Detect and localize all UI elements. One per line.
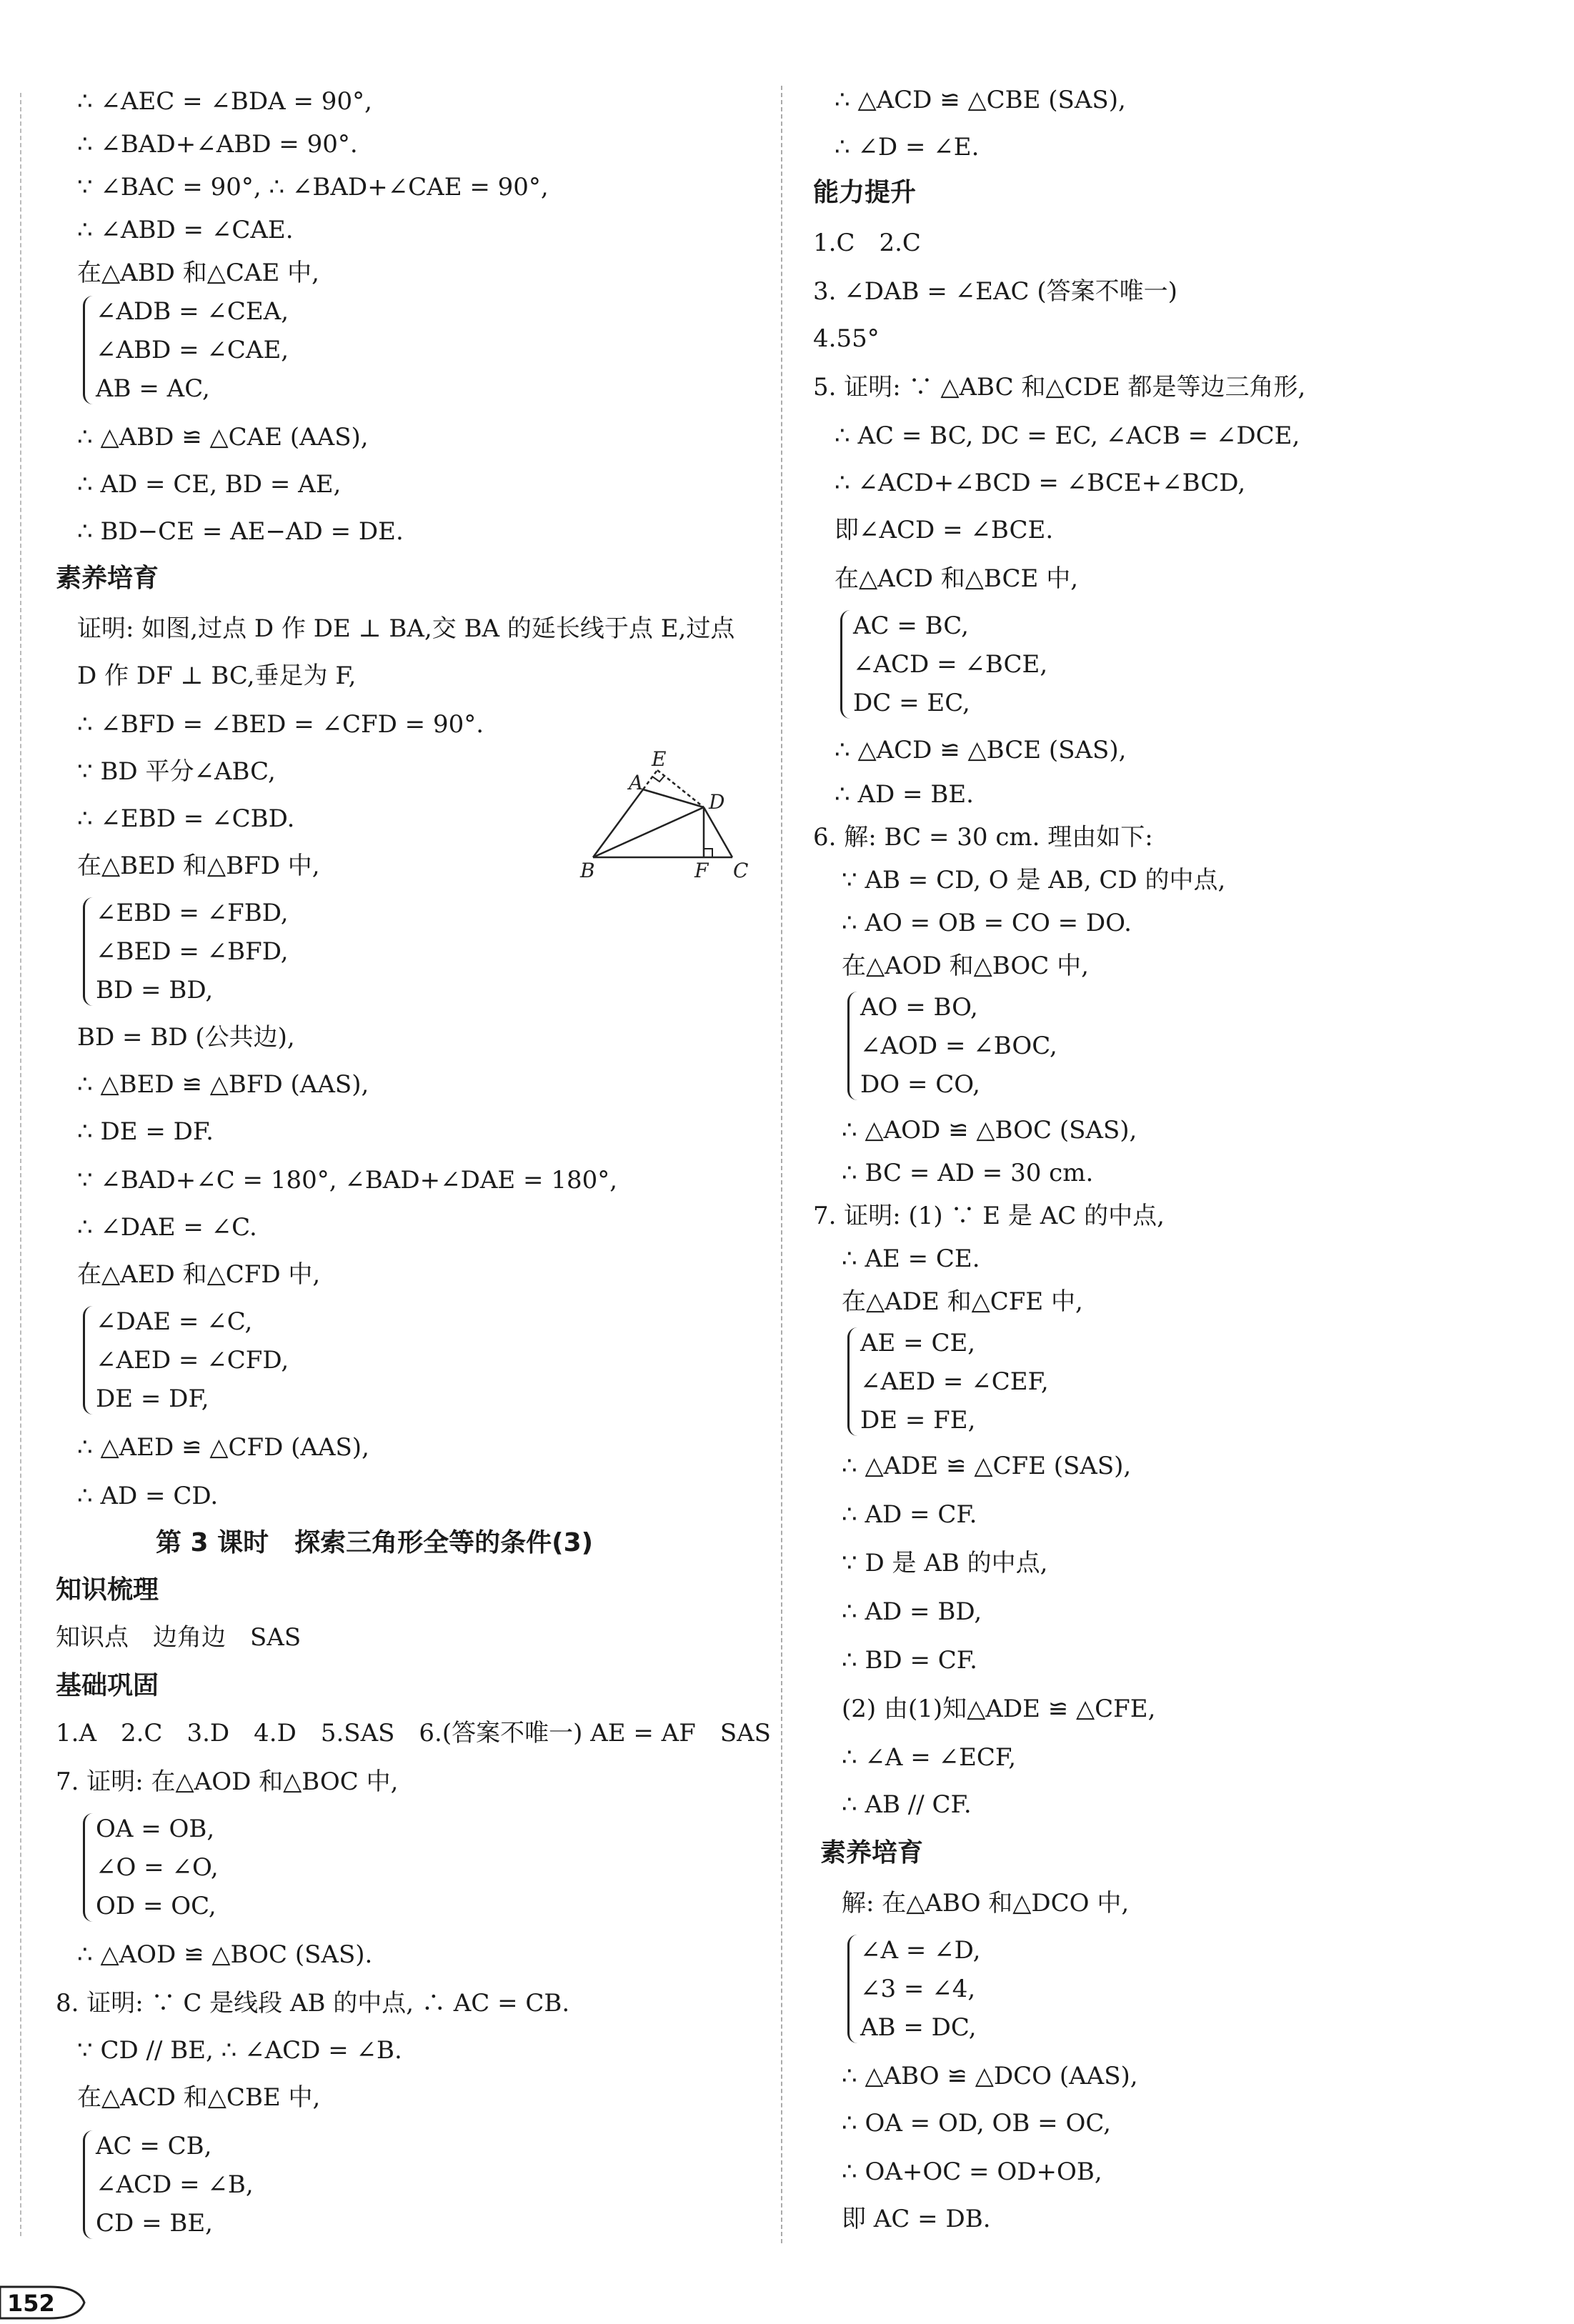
- text-line: ∴ ∠AEC = ∠BDA = 90°,: [77, 87, 372, 116]
- text-line: 1.C 2.C: [813, 229, 921, 257]
- text-line: ∵ BD 平分∠ABC,: [77, 757, 276, 786]
- text-line: ∴ ∠D = ∠E.: [835, 133, 980, 161]
- brace: [83, 2130, 95, 2239]
- figure-label: B: [580, 859, 595, 882]
- figure-label: A: [629, 771, 644, 794]
- text-line: ∴ ∠EBD = ∠CBD.: [77, 804, 295, 833]
- page-number: 152: [7, 2290, 55, 2317]
- brace: [847, 992, 860, 1100]
- text-line: ∠EBD = ∠FBD,: [96, 899, 289, 927]
- figure-label: F: [694, 859, 709, 882]
- text-line: CD = BE,: [96, 2209, 213, 2238]
- text-line: 在△BED 和△BFD 中,: [77, 852, 320, 880]
- text-line: 解: 在△ABO 和△DCO 中,: [842, 1889, 1130, 1917]
- brace: [840, 610, 852, 719]
- text-line: 7. 证明: 在△AOD 和△BOC 中,: [56, 1767, 399, 1796]
- segment-dc: [704, 807, 732, 857]
- text-line: 在△ACD 和△CBE 中,: [77, 2083, 321, 2112]
- right-angle-mark-e: [652, 776, 664, 782]
- text-line: ∴ ∠ABD = ∠CAE.: [77, 216, 294, 244]
- text-line: DE = DF,: [96, 1385, 209, 1413]
- text-line: ∠AOD = ∠BOC,: [860, 1032, 1057, 1060]
- text-line: (2) 由(1)知△ADE ≌ △CFE,: [842, 1695, 1156, 1723]
- text-line: 6. 解: BC = 30 cm. 理由如下:: [813, 823, 1153, 852]
- text-line: AB = AC,: [96, 374, 210, 403]
- text-line: AC = BC,: [853, 612, 969, 640]
- text-line: ∠ADB = ∠CEA,: [96, 297, 289, 326]
- text-line: ∵ CD // BE, ∴ ∠ACD = ∠B.: [77, 2036, 402, 2065]
- text-line: ∴ △AOD ≌ △BOC (SAS),: [842, 1116, 1137, 1144]
- text-line: ∴ BC = AD = 30 cm.: [842, 1159, 1094, 1187]
- text-line: ∴ △BED ≌ △BFD (AAS),: [77, 1070, 369, 1099]
- section-heading: 素养培育: [820, 1838, 924, 1867]
- text-line: ∴ AD = BD,: [842, 1597, 982, 1626]
- text-line: ∴ AD = BE.: [835, 780, 974, 809]
- text-line: ∵ AB = CD, O 是 AB, CD 的中点,: [842, 866, 1226, 894]
- figure-label: D: [709, 790, 725, 814]
- text-line: ∴ AB // CF.: [842, 1790, 972, 1819]
- text-line: DO = CO,: [860, 1070, 980, 1099]
- text-line: AE = CE,: [860, 1329, 976, 1357]
- text-line: ∠ABD = ∠CAE,: [96, 336, 289, 364]
- page-number-badge: [0, 2281, 93, 2324]
- text-line: ∴ △AED ≌ △CFD (AAS),: [77, 1433, 369, 1462]
- text-line: 4.55°: [813, 324, 880, 353]
- brace: [83, 1306, 95, 1415]
- text-line: ∴ ∠A = ∠ECF,: [842, 1743, 1017, 1772]
- text-line: DE = FE,: [860, 1406, 976, 1435]
- brace: [83, 296, 95, 404]
- text-line: ∴ ∠ACD+∠BCD = ∠BCE+∠BCD,: [835, 469, 1246, 497]
- section-heading: 能力提升: [813, 178, 917, 207]
- text-line: ∠AED = ∠CFD,: [96, 1346, 289, 1375]
- text-line: AC = CB,: [96, 2132, 212, 2160]
- section-heading: 知识梳理: [56, 1575, 159, 1605]
- segment-ad: [643, 789, 704, 807]
- brace: [83, 897, 95, 1006]
- section-heading: 素养培育: [56, 564, 159, 593]
- text-line: ∴ AC = BC, DC = EC, ∠ACB = ∠DCE,: [835, 422, 1300, 450]
- left-margin-line: [20, 93, 21, 2236]
- text-line: ∴ BD = CF.: [842, 1646, 977, 1675]
- lesson-title: 第 3 课时 探索三角形全等的条件(3): [156, 1528, 594, 1557]
- text-line: ∠AED = ∠CEF,: [860, 1367, 1049, 1396]
- text-line: ∠ACD = ∠B,: [96, 2170, 254, 2199]
- text-line: ∴ ∠DAE = ∠C.: [77, 1213, 257, 1242]
- text-line: ∴ AO = OB = CO = DO.: [842, 909, 1132, 937]
- figure-label: C: [733, 859, 749, 882]
- segment-ba: [593, 789, 643, 857]
- text-line: ∵ ∠BAD+∠C = 180°, ∠BAD+∠DAE = 180°,: [77, 1166, 618, 1195]
- text-line: 在△ADE 和△CFE 中,: [842, 1287, 1083, 1316]
- text-line: 即 AC = DB.: [842, 2205, 991, 2233]
- text-line: 在△AOD 和△BOC 中,: [842, 952, 1089, 980]
- text-line: ∴ △ABO ≌ △DCO (AAS),: [842, 2062, 1138, 2090]
- segment-ae-dashed: [643, 770, 657, 789]
- text-line: 1.A 2.C 3.D 4.D 5.SAS 6.(答案不唯一) AE = AF SAS: [56, 1719, 771, 1747]
- text-line: ∴ AD = CE, BD = AE,: [77, 470, 342, 499]
- section-heading: 基础巩固: [56, 1671, 159, 1700]
- text-line: ∠A = ∠D,: [860, 1936, 981, 1965]
- text-line: ∵ D 是 AB 的中点,: [842, 1549, 1048, 1577]
- text-line: ∴ △ABD ≌ △CAE (AAS),: [77, 423, 369, 452]
- text-line: ∵ ∠BAC = 90°, ∴ ∠BAD+∠CAE = 90°,: [77, 173, 549, 201]
- text-line: OA = OB,: [96, 1815, 215, 1843]
- geometry-figure: [572, 750, 764, 893]
- text-line: 3. ∠DAB = ∠EAC (答案不唯一): [813, 277, 1177, 306]
- text-line: 在△ACD 和△BCE 中,: [835, 564, 1078, 593]
- text-line: 在△ABD 和△CAE 中,: [77, 259, 319, 287]
- text-line: 证明: 如图,过点 D 作 DE ⊥ BA,交 BA 的延长线于点 E,过点: [77, 614, 735, 643]
- text-line: ∴ DE = DF.: [77, 1117, 214, 1146]
- text-line: ∴ AE = CE.: [842, 1245, 980, 1273]
- text-line: DC = EC,: [853, 689, 970, 717]
- text-line: ∴ OA+OC = OD+OB,: [842, 2158, 1102, 2186]
- brace: [847, 1935, 860, 2043]
- text-line: ∴ △ACD ≌ △BCE (SAS),: [835, 736, 1127, 764]
- text-line: D 作 DF ⊥ BC,垂足为 F,: [77, 662, 357, 690]
- segment-bd: [593, 807, 704, 857]
- text-line: 8. 证明: ∵ C 是线段 AB 的中点, ∴ AC = CB.: [56, 1989, 570, 2018]
- text-line: 5. 证明: ∵ △ABC 和△CDE 都是等边三角形,: [813, 373, 1306, 402]
- text-line: ∠DAE = ∠C,: [96, 1307, 253, 1336]
- text-line: AO = BO,: [860, 993, 978, 1022]
- text-line: ∴ OA = OD, OB = OC,: [842, 2109, 1111, 2138]
- text-line: ∴ BD−CE = AE−AD = DE.: [77, 517, 404, 546]
- text-line: ∴ AD = CD.: [77, 1482, 219, 1510]
- text-line: ∴ △ADE ≌ △CFE (SAS),: [842, 1452, 1132, 1480]
- text-line: ∴ △AOD ≌ △BOC (SAS).: [77, 1940, 373, 1969]
- brace: [847, 1327, 860, 1436]
- text-line: 即∠ACD = ∠BCE.: [835, 516, 1054, 544]
- figure-label: E: [652, 750, 667, 771]
- text-line: BD = BD,: [96, 976, 214, 1004]
- text-line: ∠ACD = ∠BCE,: [853, 650, 1048, 679]
- text-line: ∠BED = ∠BFD,: [96, 937, 289, 966]
- text-line: ∠3 = ∠4,: [860, 1975, 976, 2003]
- text-line: ∴ ∠BAD+∠ABD = 90°.: [77, 130, 358, 159]
- text-line: ∴ ∠BFD = ∠BED = ∠CFD = 90°.: [77, 710, 484, 739]
- text-line: ∴ △ACD ≌ △CBE (SAS),: [835, 86, 1126, 114]
- text-line: ∠O = ∠O,: [96, 1853, 219, 1882]
- text-line: 知识点 边角边 SAS: [56, 1623, 302, 1652]
- text-line: BD = BD (公共边),: [77, 1023, 295, 1052]
- text-line: 7. 证明: (1) ∵ E 是 AC 的中点,: [813, 1202, 1165, 1230]
- text-line: 在△AED 和△CFD 中,: [77, 1260, 321, 1289]
- right-angle-mark-f: [704, 849, 712, 857]
- text-line: AB = DC,: [860, 2013, 977, 2042]
- text-line: OD = OC,: [96, 1892, 216, 1920]
- column-divider: [781, 86, 782, 2243]
- text-line: ∴ AD = CF.: [842, 1500, 977, 1529]
- brace: [83, 1813, 95, 1922]
